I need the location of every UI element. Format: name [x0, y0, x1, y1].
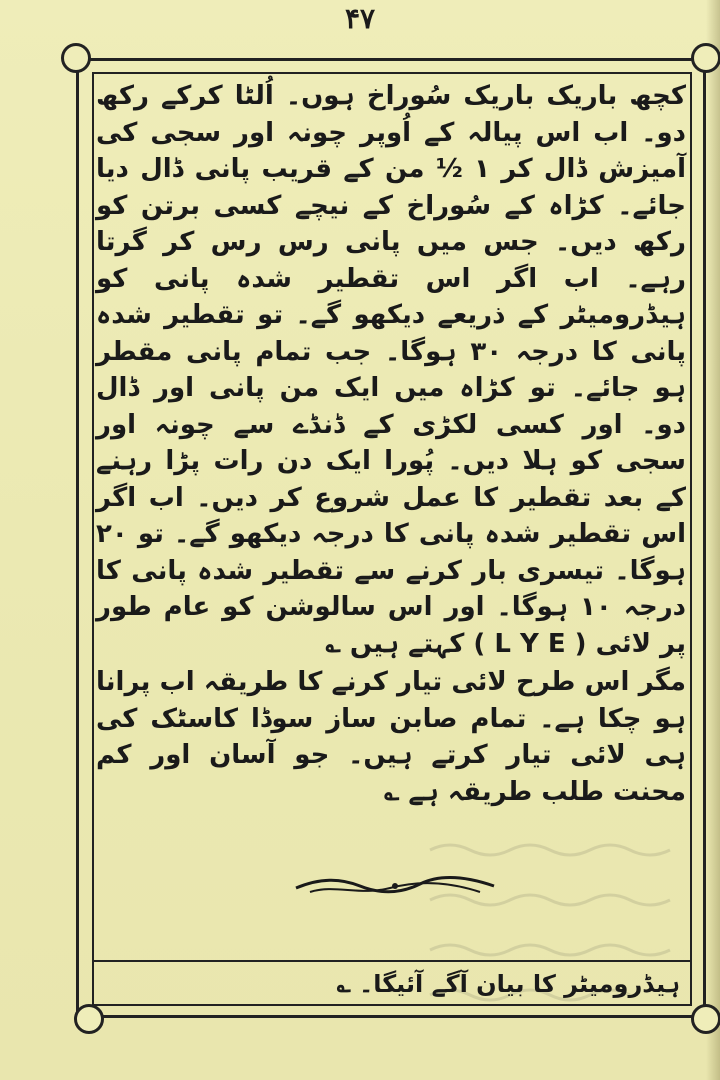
ornament-divider: [290, 872, 500, 898]
footnote-text: ہیڈرومیٹر کا بیان آگے آئیگا۔ ؎: [336, 970, 680, 998]
page-number: ۴۷: [344, 2, 376, 35]
corner-circle-top-left: [61, 43, 91, 73]
paragraph-1: کچھ باریک باریک سُوراخ ہوں۔ اُلٹا کرکے رکھ دو۔ اب اس پیالہ کے اُوپر چونہ اور سجی کی آمیزش ڈال کر ۱ ½ من کے قریب پانی ڈال دیا جائے۔ کڑاہ کے سُوراخ کے نیچے کسی برتن کو رکھ دیں۔ جس میں پانی رس رس کر گرتا رہے۔ اب اگر اس تقطیر شدہ پانی کو ہیڈرومیٹر کے ذریعے دیکھو گے۔ تو تقطیر شدہ پانی کا درجہ ۳۰ ہوگا۔ جب تمام پانی مقطر ہو جائے۔ تو کڑاہ میں ایک من پانی اور ڈال دو۔ اور کسی لکڑی کے ڈنڈے سے چونہ اور سجی کو ہلا دیں۔ پُورا ایک دن رات پڑا رہنے کے بعد تقطیر کا عمل شروع کر دیں۔ اب اگر اس تقطیر شدہ پانی کا درجہ دیکھو گے۔ تو ۲۰ ہوگا۔ تیسری بار کرنے سے تقطیر شدہ پانی کا درجہ ۱۰ ہوگا۔ اور اس سالوشن کو عام طور پر لائی ( L Y E ) کہتے ہیں ؎: [96, 81, 687, 659]
corner-circle-bottom-left: [74, 1004, 104, 1034]
corner-circle-bottom-right: [691, 1004, 720, 1034]
body-text: [96, 78, 686, 838]
page-edge-shadow: [706, 0, 720, 1080]
corner-circle-top-right: [691, 43, 720, 73]
paragraph-2: مگر اس طرح لائی تیار کرنے کا طریقہ اب پرانا ہو چکا ہے۔ تمام صابن ساز سوڈا کاسٹک کی ہی لائی تیار کرتے ہیں۔ جو آسان اور کم محنت طلب طریقہ ہے ؎: [96, 667, 686, 807]
